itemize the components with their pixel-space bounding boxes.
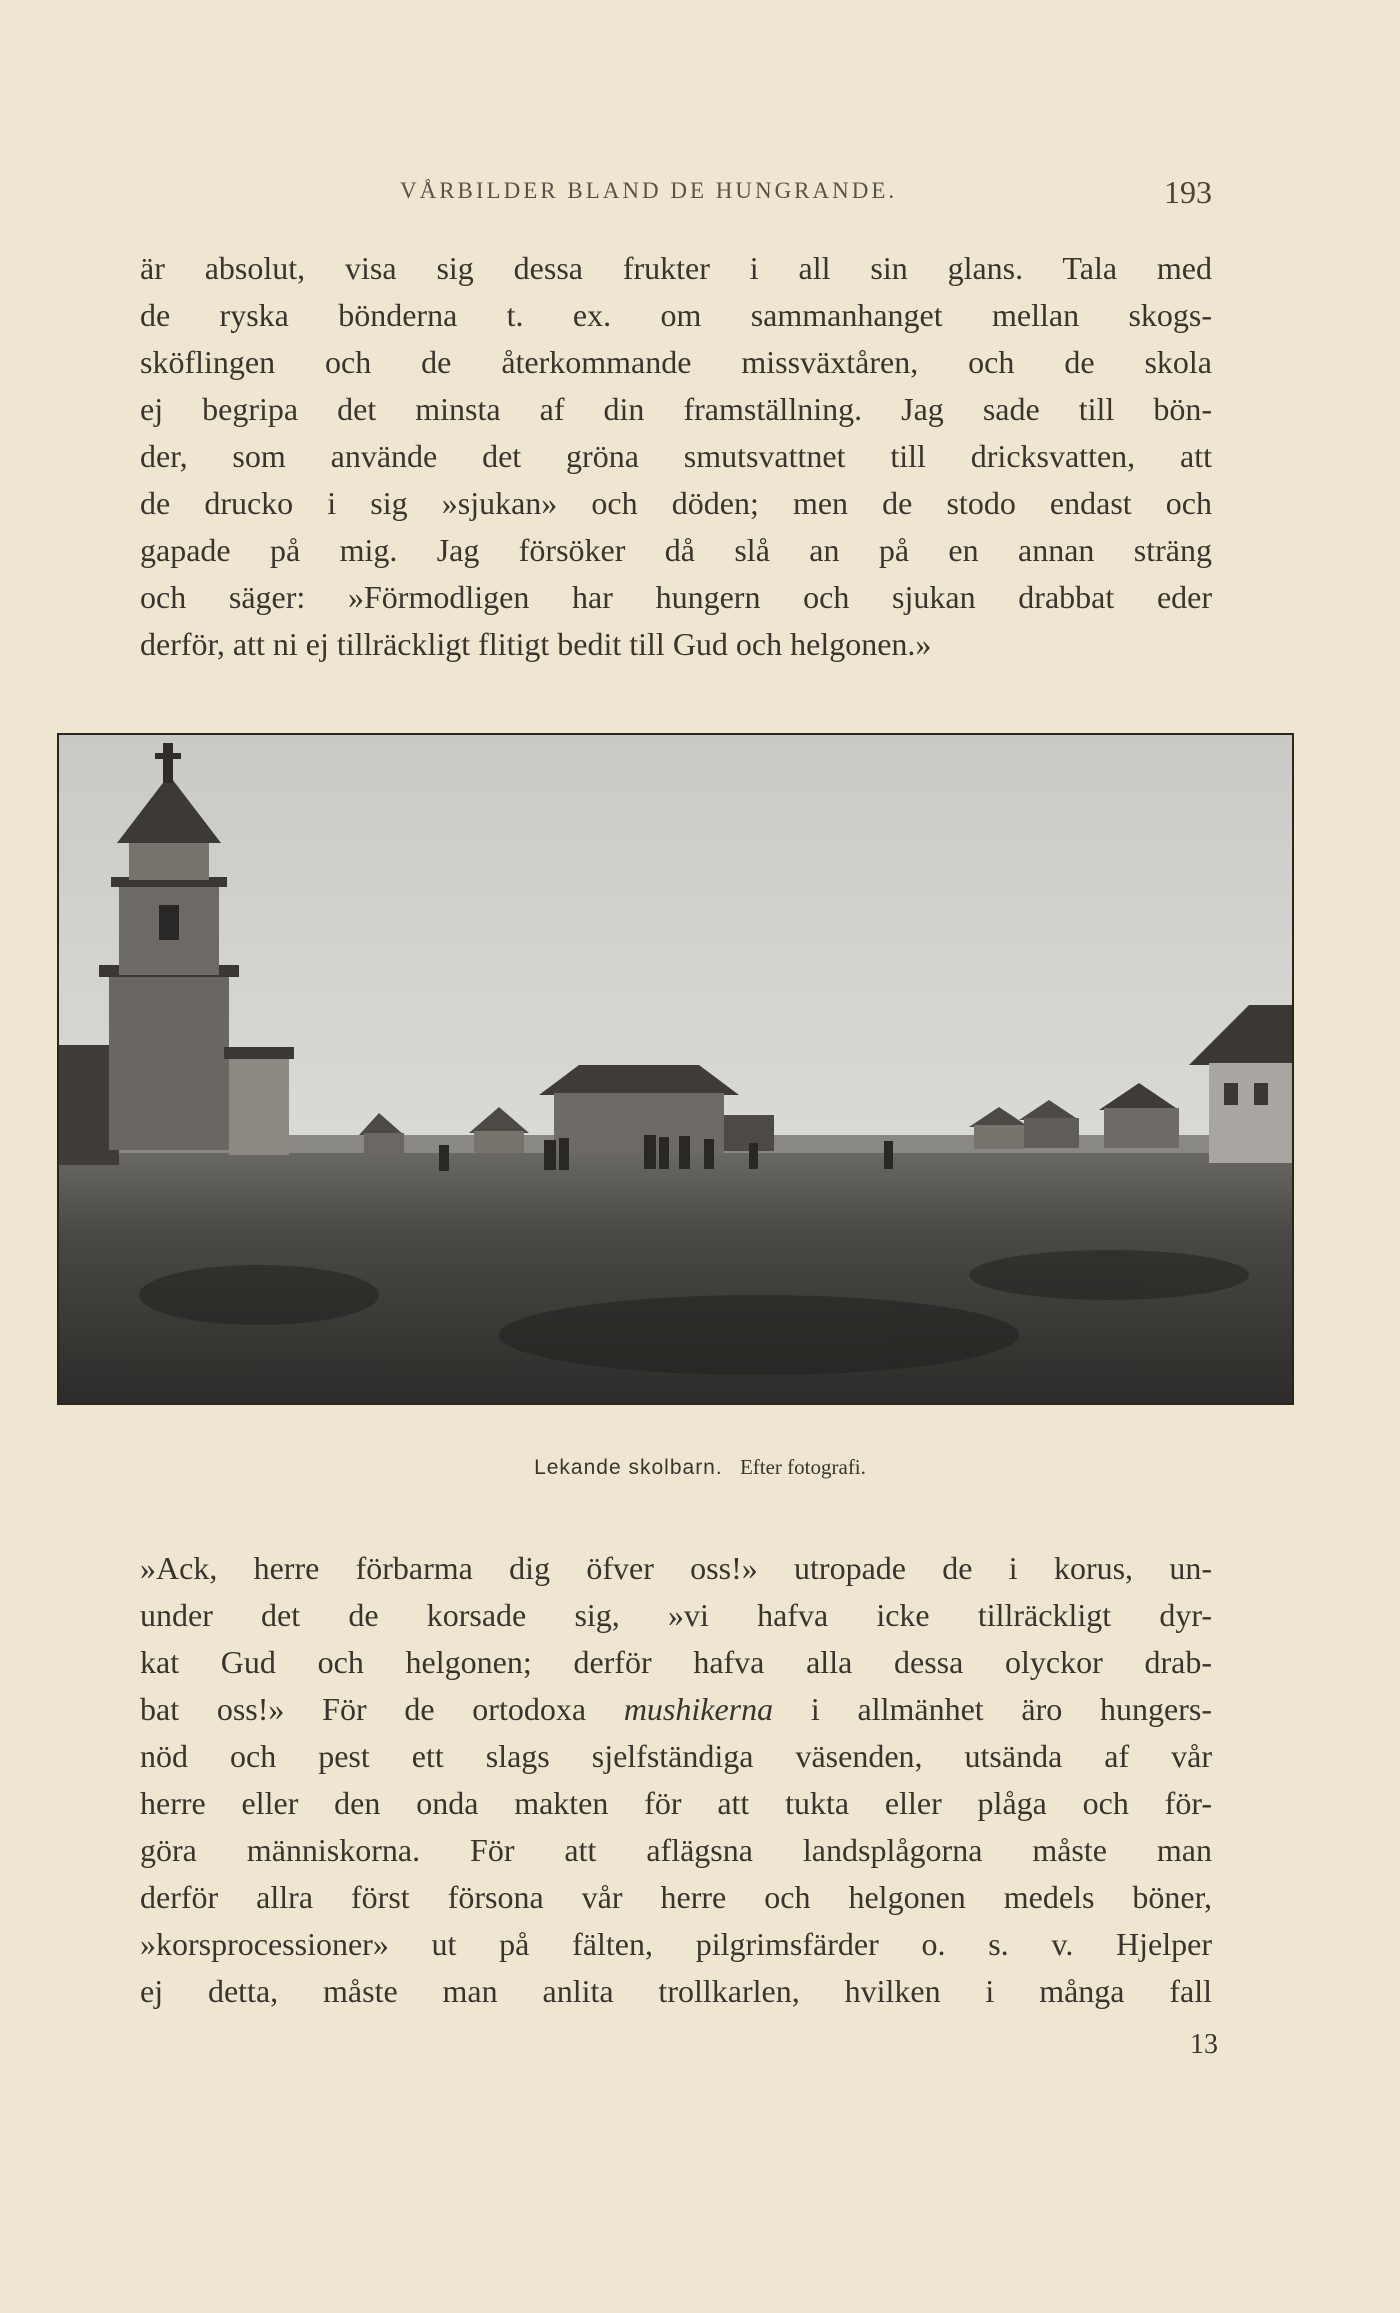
text-line: ej detta, måste man anlita trollkarlen, hvilken i många fall bbox=[140, 1973, 1212, 2009]
text-line: derför allra först försona vår herre och helgonen medels böner, bbox=[140, 1879, 1212, 1915]
text-line: kat Gud och helgonen; derför hafva alla dessa olyckor drab- bbox=[140, 1644, 1212, 1680]
text-segment: i allmänhet äro hungers- bbox=[773, 1691, 1213, 1727]
paragraph-bottom bbox=[140, 1545, 1212, 2015]
italic-term: mushikerna bbox=[623, 1691, 774, 1727]
text-line: de ryska bönderna t. ex. om sammanhanget mellan skogs- bbox=[140, 297, 1212, 333]
figure-caption bbox=[0, 1455, 1400, 1480]
text-line: göra människorna. För att aflägsna landsplågorna måste man bbox=[140, 1832, 1212, 1868]
paragraph-top bbox=[140, 245, 1212, 668]
text-line: och säger: »Förmodligen har hungern och sjukan drabbat eder bbox=[140, 579, 1212, 615]
page-number: 193 bbox=[1164, 174, 1212, 210]
village-photograph bbox=[57, 733, 1294, 1405]
text-line: under det de korsade sig, »vi hafva icke tillräckligt dyr- bbox=[140, 1597, 1212, 1633]
running-head bbox=[140, 174, 1212, 218]
caption-title: Lekande skolbarn. bbox=[534, 1456, 723, 1479]
text-line: de drucko i sig »sjukan» och döden; men de stodo endast och bbox=[140, 485, 1212, 521]
text-line: är absolut, visa sig dessa frukter i all sin glans. Tala med bbox=[140, 250, 1212, 286]
signature-mark: 13 bbox=[1190, 2029, 1218, 2060]
caption-credit: Efter fotografi. bbox=[739, 1455, 866, 1479]
running-title: VÅRBILDER BLAND DE HUNGRANDE. bbox=[400, 178, 898, 203]
text-line: sköflingen och de återkommande missväxtåren, och de skola bbox=[140, 344, 1212, 380]
text-line: »Ack, herre förbarma dig öfver oss!» utropade de i korus, un- bbox=[140, 1550, 1212, 1586]
text-line: nöd och pest ett slags sjelfständiga väsenden, utsända af vår bbox=[140, 1738, 1212, 1774]
text-line: gapade på mig. Jag försöker då slå an på en annan sträng bbox=[140, 532, 1212, 568]
text-line: herre eller den onda makten för att tukta eller plåga och för- bbox=[140, 1785, 1212, 1821]
text-line: der, som använde det gröna smutsvattnet till dricksvatten, att bbox=[140, 438, 1212, 474]
text-line: derför, att ni ej tillräckligt flitigt bedit till Gud och helgonen.» bbox=[140, 626, 932, 662]
text-line: »korsprocessioner» ut på fälten, pilgrimsfärder o. s. v. Hjelper bbox=[140, 1926, 1212, 1962]
text-line-with-italic bbox=[140, 1686, 1212, 1733]
text-segment: bat oss!» För de ortodoxa bbox=[140, 1691, 624, 1727]
photograph-drawing bbox=[59, 735, 1292, 1403]
text-line: ej begripa det minsta af din framställning. Jag sade till bön- bbox=[140, 391, 1212, 427]
